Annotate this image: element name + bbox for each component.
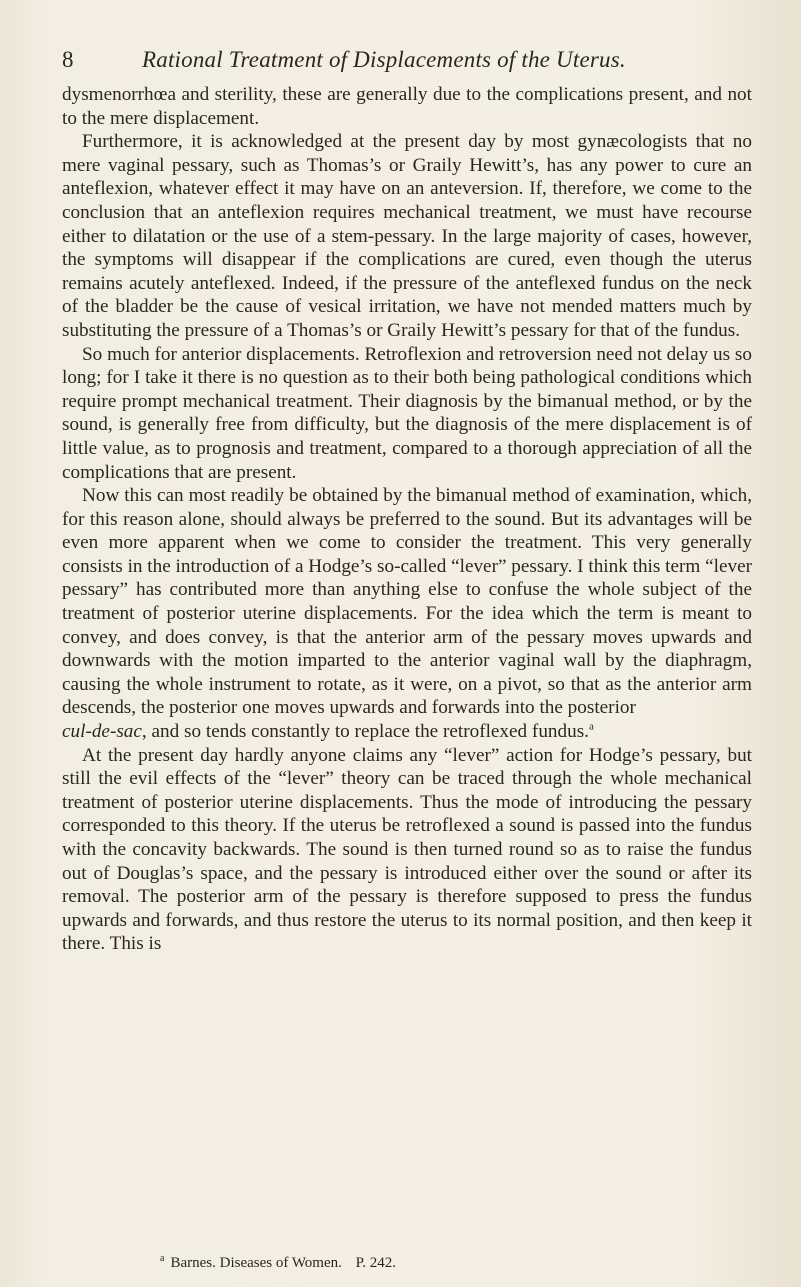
paragraph-4-end xyxy=(62,720,752,744)
paragraph-2: Furthermore, it is acknowledged at the present day by most gynæcologists that no mere vaginal pessary, such as Thomas’s or Graily Hewitt’s, has any power to cure an anteflexion, whatever effect it may have on an anteversion. If, therefore, we come to the conclusion that an anteflexion requires mechanical treatment, we must have recourse either to dilatation or the use of a stem-pessary. In the large majority of cases, however, the symptoms will disappear if the complications are cured, even though the uterus remains acutely anteflexed. Indeed, if the pressure of the anteflexed fundus on the neck of the bladder be the cause of vesical irritation, we have not mended matters much by substituting the pressure of a Thomas’s or Graily Hewitt’s pessary for that of the fundus. xyxy=(62,131,752,341)
page-number: 8 xyxy=(62,47,74,72)
footnote-mark: a xyxy=(160,1253,165,1264)
paragraph-4-end-text: , and so tends constantly to replace the retroflexed fundus. xyxy=(141,721,589,743)
footnote-title: Diseases of Women. xyxy=(219,1255,342,1271)
paragraph-5: At the present day hardly anyone claims any “lever” action for Hodge’s pessary, but still the evil effects of the “lever” theory can be traced through the whole mechanical treatment of posterior uterine displacements. Thus the mode of introducing the pessary corresponded to this theory. If the uterus be retroflexed a sound is passed into the fundus with the concavity backwards. The sound is then turned round so as to raise the fundus out of Douglas’s space, and the pessary is introduced either over the sound or after its removal. The posterior arm of the pessary is therefore supposed to press the fundus upwards and forwards, and thus restore the uterus to its normal position, and then keep it there. This is xyxy=(62,744,752,955)
body-text xyxy=(62,83,752,956)
running-header xyxy=(62,40,752,80)
footnote-reference-mark: a xyxy=(588,720,594,733)
paragraph-3: So much for anterior displacements. Retroflexion and retroversion need not delay us so long; for I take it there is no question as to their both being pathological conditions which require prompt mechanical treatment. Their diagnosis by the bimanual method, or by the sound, is generally free from difficulty, but the diagnosis of the mere displacement is of little value, as to prognosis and treatment, compared to a thorough appreciation of all the complications that are present. xyxy=(62,343,752,483)
paragraph-4: Now this can most readily be obtained by the bimanual method of examination, which, for this reason alone, should always be preferred to the sound. But its advantages will be even more apparent when we come to consider the treatment. This very generally consists in the introduction of a Hodge’s so-called “lever” pessary. I think this term “lever pessary” has contributed more than anything else to confuse the whole subject of the treatment of posterior uterine displacements. For the idea which the term is meant to convey, and does convey, is that the anterior arm of the pessary moves upwards and downwards with the motion imparted to the anterior vaginal wall by the diaphragm, causing the whole instrument to rotate, as it were, on a pivot, so that as the anterior arm descends, the posterior one moves upwards and forwards into the posterior xyxy=(62,485,752,719)
footnote xyxy=(160,1254,660,1272)
footnote-page: P. 242. xyxy=(355,1255,397,1271)
footnote-source: Barnes. xyxy=(170,1255,216,1271)
running-title: Rational Treatment of Displacements of the Uterus. xyxy=(142,47,626,72)
paragraph-1: dysmenorrhœa and sterility, these are generally due to the complications present, and not to the mere displacement. xyxy=(62,84,752,129)
italic-cul-de-sac: cul-de-sac xyxy=(62,721,142,743)
